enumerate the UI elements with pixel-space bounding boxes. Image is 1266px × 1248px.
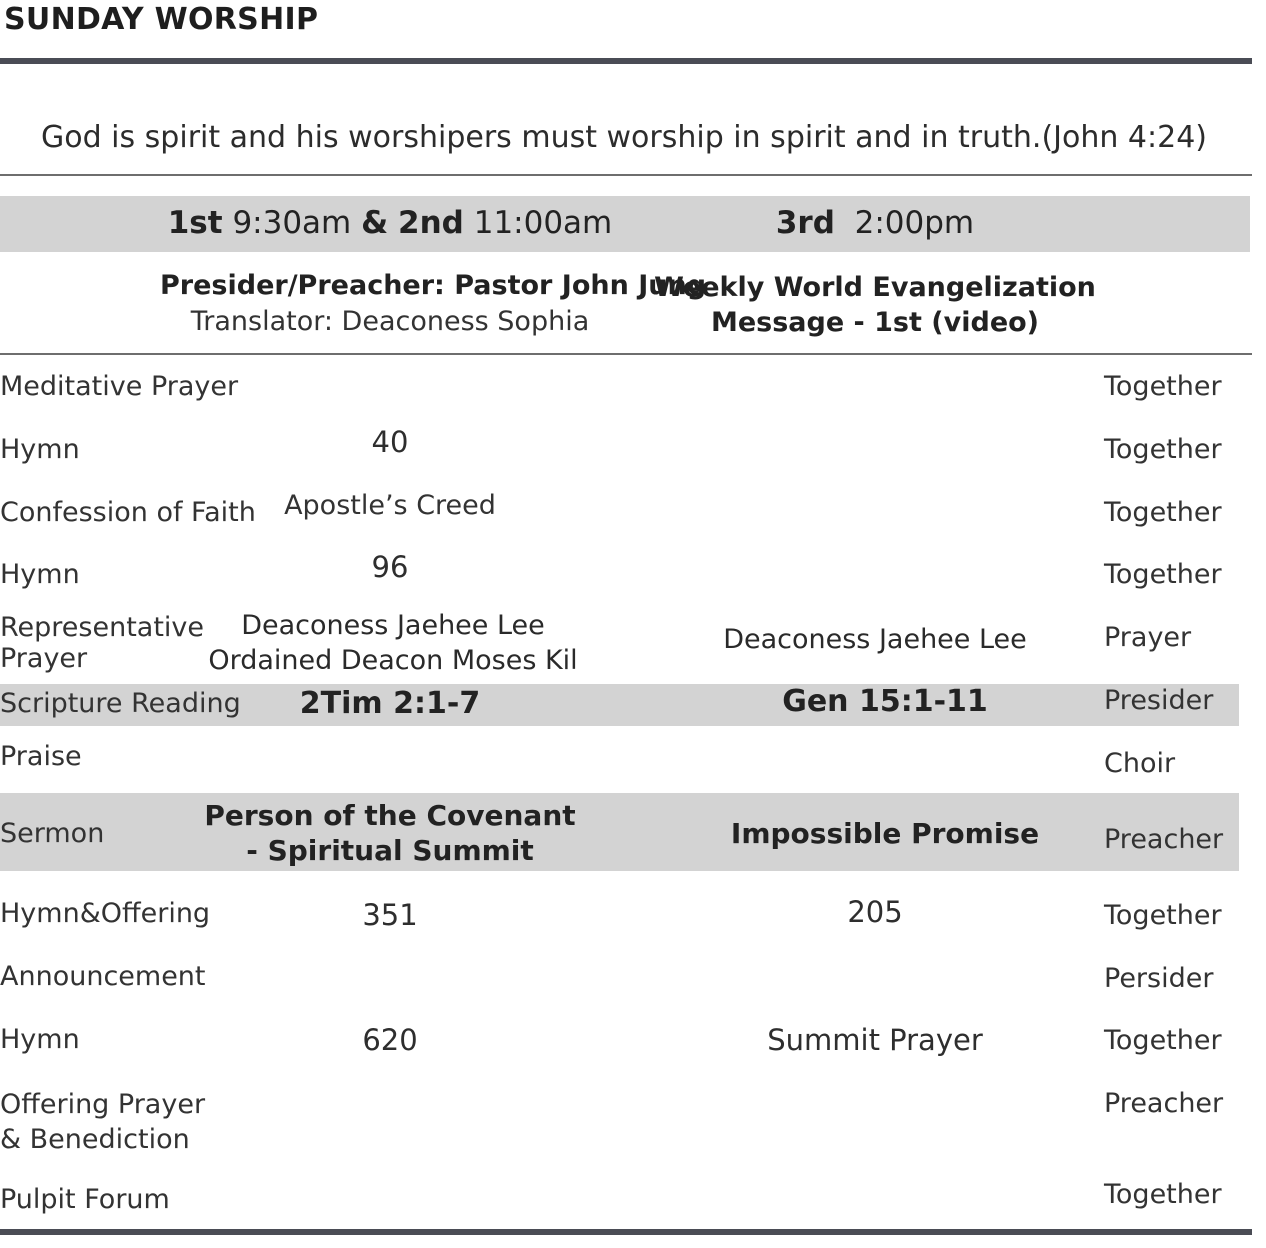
third-service-line1: Weekly World Evangelization	[654, 272, 1096, 303]
translator: Translator: Deaconess Sophia	[190, 306, 590, 337]
order-col1-scripture-reading: 2Tim 2:1-7	[299, 686, 481, 721]
order-label-praise: Praise	[0, 741, 82, 772]
order-role-scripture-reading: Presider	[1104, 685, 1214, 716]
order-label-offering-prayer	[0, 1087, 205, 1157]
order-label-confession: Confession of Faith	[0, 497, 256, 528]
prayer-leader-2: Ordained Deacon Moses Kil	[208, 645, 578, 676]
order-label-pulpit-forum: Pulpit Forum	[0, 1184, 170, 1215]
leaders-first-second	[160, 268, 707, 340]
order-role-meditative-prayer: Together	[1104, 371, 1222, 402]
service-ordinal-2nd: 2nd	[398, 205, 464, 241]
order-label-line2: Prayer	[0, 643, 88, 674]
order-role-hymn-1: Together	[1104, 434, 1222, 465]
service-ordinal-1st: 1st	[167, 205, 223, 241]
order-label-sermon: Sermon	[0, 818, 105, 849]
order-label-hymn-offering: Hymn&Offering	[0, 898, 211, 929]
header-divider	[0, 353, 1252, 355]
order-role-hymn-3: Together	[1104, 1025, 1222, 1056]
order-label-line1: Offering Prayer	[0, 1089, 206, 1120]
order-col2-hymn-offering: 205	[847, 895, 903, 929]
third-service-line2: Message - 1st (video)	[710, 307, 1040, 338]
service-ordinal-3rd: 3rd	[775, 205, 835, 241]
order-role-announcement: Persider	[1104, 963, 1214, 994]
sermon-title-line2: - Spiritual Summit	[246, 834, 534, 867]
order-label-meditative-prayer: Meditative Prayer	[0, 371, 239, 402]
order-col1-sermon	[160, 798, 620, 868]
order-col1-hymn-1: 40	[371, 425, 409, 459]
footer-divider	[0, 1229, 1252, 1235]
order-label-line2: & Benediction	[0, 1124, 190, 1155]
presider-preacher: Presider/Preacher: Pastor John Jung	[160, 270, 707, 301]
order-role-praise: Choir	[1104, 748, 1176, 779]
service-time-3rd: 2:00pm	[854, 205, 975, 241]
sermon-title-line1: Person of the Covenant	[204, 799, 576, 832]
order-role-pulpit-forum: Together	[1104, 1179, 1222, 1210]
page-title: SUNDAY WORSHIP	[4, 2, 319, 37]
order-label-announcement: Announcement	[0, 961, 206, 992]
order-role-hymn-2: Together	[1104, 559, 1222, 590]
order-col2-sermon: Impossible Promise	[730, 817, 1040, 850]
service-time-first-second	[160, 205, 620, 241]
service-time-2nd: 11:00am	[473, 205, 613, 241]
order-label-scripture-reading: Scripture Reading	[0, 688, 241, 719]
service-time-third	[640, 205, 1110, 241]
order-col1-hymn-2: 96	[371, 550, 409, 584]
order-role-sermon: Preacher	[1104, 824, 1224, 855]
service-amp: &	[361, 205, 389, 241]
order-label-hymn-1: Hymn	[0, 434, 80, 465]
order-label-hymn-3: Hymn	[0, 1024, 80, 1055]
service-time-1st: 9:30am	[232, 205, 352, 241]
order-label-line1: Representative	[0, 612, 205, 643]
title-divider	[0, 58, 1252, 64]
order-role-representative-prayer: Prayer	[1104, 622, 1192, 653]
order-col1-hymn-offering: 351	[362, 898, 418, 932]
prayer-leader-1: Deaconess Jaehee Lee	[241, 610, 545, 641]
order-col2-representative-prayer: Deaconess Jaehee Lee	[723, 624, 1027, 655]
order-label-hymn-2: Hymn	[0, 559, 80, 590]
order-role-hymn-offering: Together	[1104, 900, 1222, 931]
order-role-confession: Together	[1104, 497, 1222, 528]
scripture-verse: God is spirit and his worshipers must worship in spirit and in truth.(John 4:24)	[41, 120, 1207, 155]
order-col1-confession: Apostle’s Creed	[284, 490, 496, 521]
leaders-third	[640, 270, 1110, 340]
order-role-offering-prayer: Preacher	[1104, 1088, 1224, 1119]
order-col1-representative-prayer	[160, 608, 626, 678]
order-col2-scripture-reading: Gen 15:1-11	[782, 684, 988, 719]
order-col1-hymn-3: 620	[362, 1023, 418, 1057]
order-col2-hymn-3: Summit Prayer	[767, 1023, 983, 1057]
verse-divider	[0, 174, 1252, 176]
